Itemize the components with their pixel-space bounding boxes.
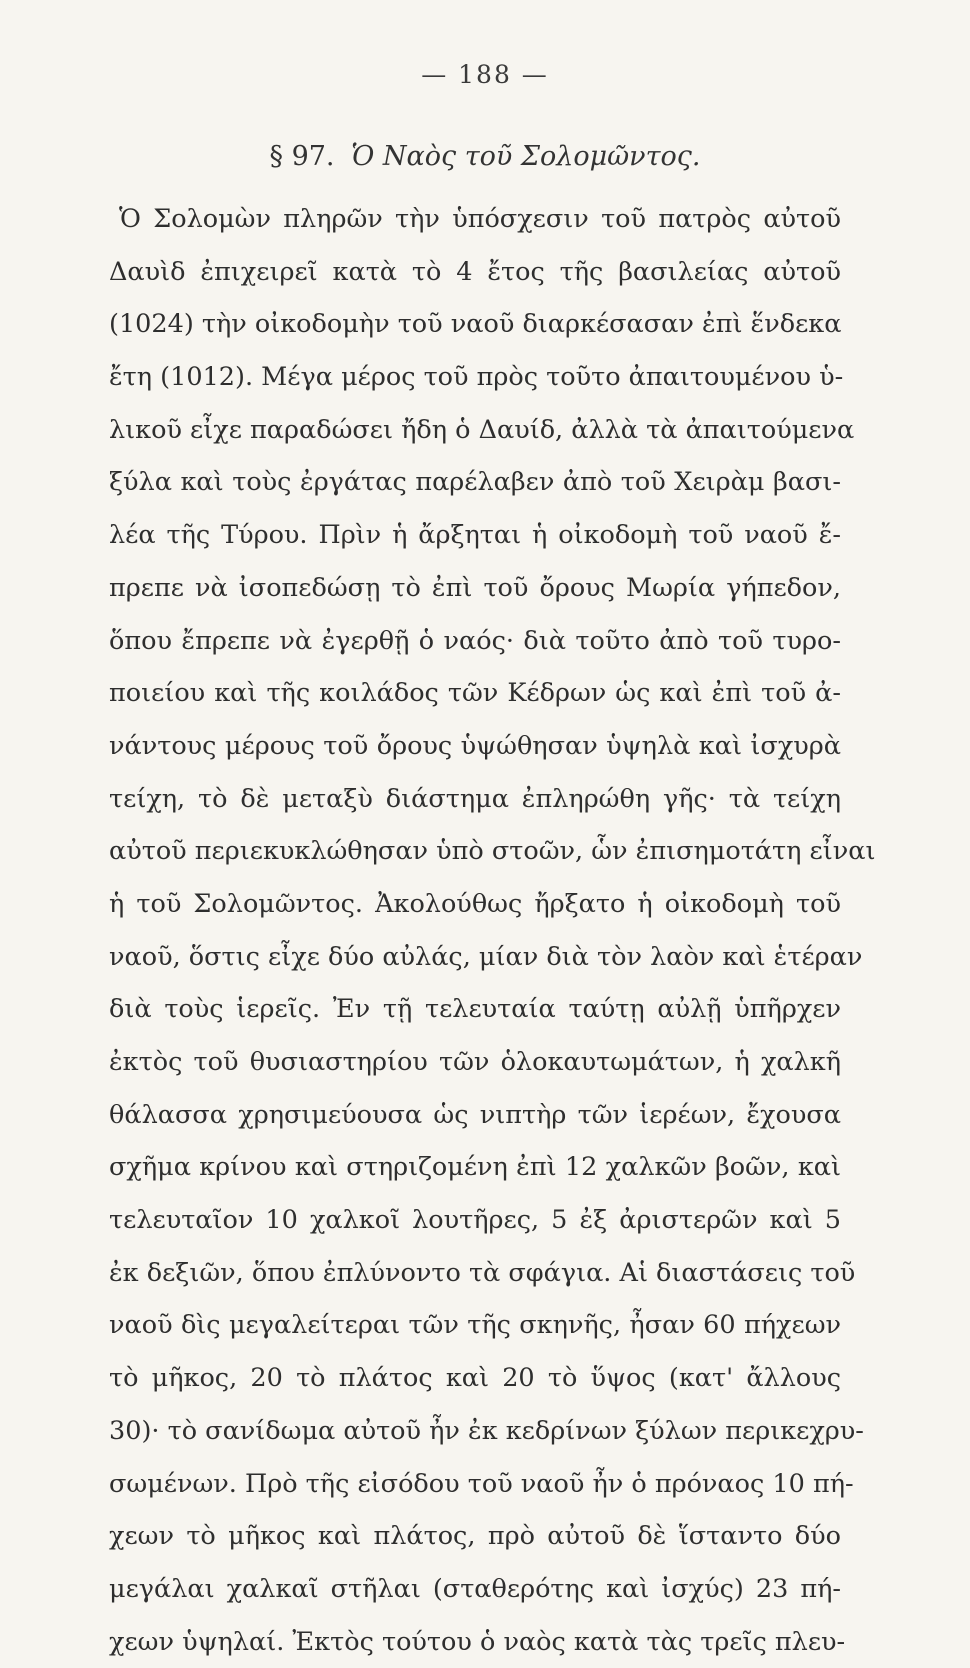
section-heading [0, 141, 970, 172]
body-text [109, 193, 876, 1668]
text-line: πρεπε νὰ ἰσοπεδώσῃ τὸ ἐπὶ τοῦ ὄρους Μωρία γήπεδον, [109, 572, 841, 603]
text-line: ποιείου καὶ τῆς κοιλάδος τῶν Κέδρων ὡς καὶ ἐπὶ τοῦ ἀ- [109, 678, 841, 709]
text-line: ναοῦ δὶς μεγαλείτεραι τῶν τῆς σκηνῆς, ἦσαν 60 πήχεων [109, 1310, 841, 1341]
text-line: ἡ τοῦ Σολομῶντος. Ἀκολούθως ἤρξατο ἡ οἰκοδομὴ τοῦ [109, 888, 841, 919]
text-line: μεγάλαι χαλκαῖ στῆλαι (σταθερότης καὶ ἰσχύς) 23 πή- [109, 1573, 841, 1604]
text-line: λικοῦ εἶχε παραδώσει ἤδη ὁ Δαυίδ, ἀλλὰ τὰ ἀπαιτούμενα [109, 414, 855, 445]
text-line: αὐτοῦ περιεκυκλώθησαν ὑπὸ στοῶν, ὧν ἐπισημοτάτη εἶναι [109, 836, 876, 867]
text-line: χεων τὸ μῆκος καὶ πλάτος, πρὸ αὐτοῦ δὲ ἵσταντο δύο [109, 1521, 841, 1552]
section-number: § 97. [269, 141, 335, 172]
text-line: σχῆμα κρίνου καὶ στηριζομένη ἐπὶ 12 χαλκῶν βοῶν, καὶ [109, 1152, 841, 1183]
text-line: λέα τῆς Τύρου. Πρὶν ἡ ἄρξηται ἡ οἰκοδομὴ τοῦ ναοῦ ἔ- [109, 520, 841, 551]
text-line: τελευταῖον 10 χαλκοῖ λουτῆρες, 5 ἐξ ἀριστερῶν καὶ 5 [109, 1205, 841, 1236]
section-title: Ὁ Ναὸς τοῦ Σολομῶντος. [351, 141, 701, 172]
text-line: ἔτη (1012). Μέγα μέρος τοῦ πρὸς τοῦτο ἀπαιτουμένου ὑ- [109, 362, 844, 393]
text-line: νάντους μέρους τοῦ ὄρους ὑψώθησαν ὑψηλὰ καὶ ἰσχυρὰ [109, 730, 841, 761]
text-line: χεων ὑψηλαί. Ἐκτὸς τούτου ὁ ναὸς κατὰ τὰς τρεῖς πλευ- [109, 1626, 846, 1657]
text-line: ὅπου ἔπρεπε νὰ ἐγερθῇ ὁ ναός· διὰ τοῦτο ἀπὸ τοῦ τυρο- [109, 625, 841, 656]
text-line: Δαυὶδ ἐπιχειρεῖ κατὰ τὸ 4 ἔτος τῆς βασιλείας αὐτοῦ [109, 256, 841, 287]
text-line: 30)· τὸ σανίδωμα αὐτοῦ ἦν ἐκ κεδρίνων ξύλων περικεχρυ- [109, 1415, 864, 1446]
text-line: ἐκ δεξιῶν, ὅπου ἐπλύνοντο τὰ σφάγια. Αἱ διαστάσεις τοῦ [109, 1257, 856, 1288]
page-number: — 188 — [421, 60, 549, 89]
text-line: Ὁ Σολομὼν πληρῶν τὴν ὑπόσχεσιν τοῦ πατρὸς αὐτοῦ [119, 204, 841, 234]
text-line: ἐκτὸς τοῦ θυσιαστηρίου τῶν ὁλοκαυτωμάτων, ἡ χαλκῆ [109, 1047, 841, 1077]
text-line: (1024) τὴν οἰκοδομὴν τοῦ ναοῦ διαρκέσασαν ἐπὶ ἕνδεκα [109, 309, 842, 340]
text-line: τὸ μῆκος, 20 τὸ πλάτος καὶ 20 τὸ ὕψος (κατ' ἄλλους [109, 1363, 841, 1394]
text-line: διὰ τοὺς ἱερεῖς. Ἐν τῇ τελευταία ταύτῃ αὐλῇ ὑπῆρχεν [109, 994, 841, 1025]
text-line: ναοῦ, ὅστις εἶχε δύο αὐλάς, μίαν διὰ τὸν λαὸν καὶ ἑτέραν [109, 941, 863, 972]
text-line: θάλασσα χρησιμεύουσα ὡς νιπτὴρ τῶν ἱερέων, ἔχουσα [109, 1099, 841, 1130]
text-line: σωμένων. Πρὸ τῆς εἰσόδου τοῦ ναοῦ ἦν ὁ πρόναος 10 πή- [109, 1468, 854, 1499]
text-line: τείχη, τὸ δὲ μεταξὺ διάστημα ἐπληρώθη γῆς· τὰ τείχη [109, 783, 841, 814]
text-line: ξύλα καὶ τοὺς ἐργάτας παρέλαβεν ἀπὸ τοῦ Χειρὰμ βασι- [109, 467, 841, 498]
